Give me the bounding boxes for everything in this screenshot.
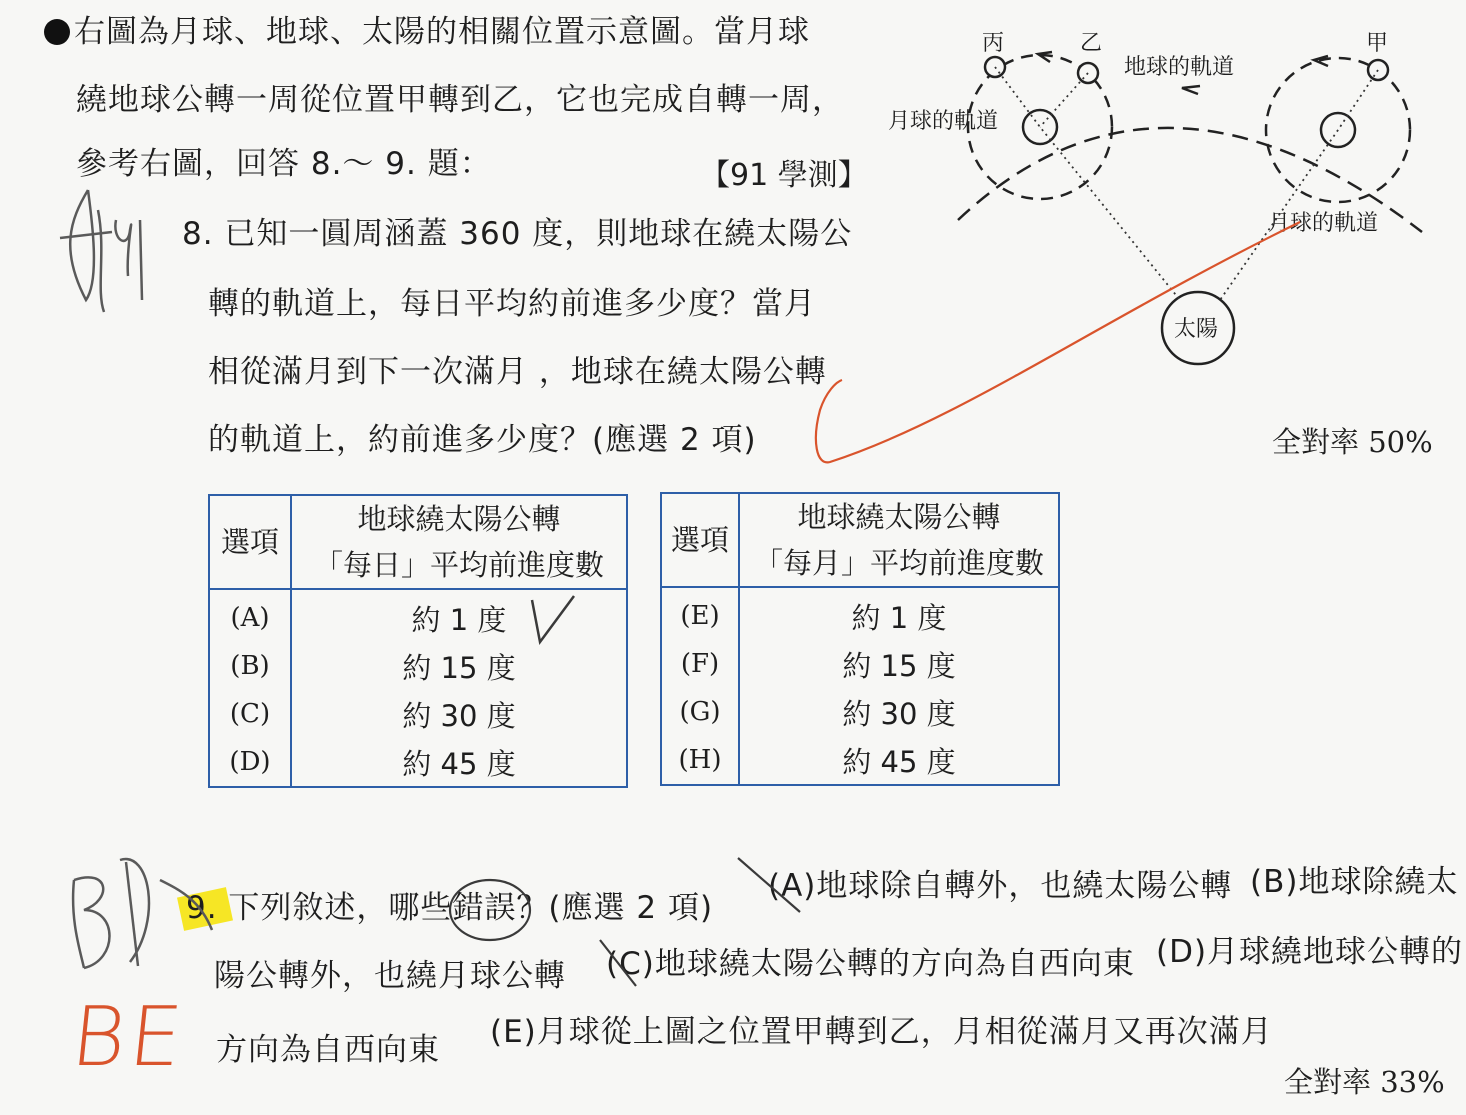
orbit-diagram xyxy=(870,20,1450,400)
table-row: (D) 約 45 度 xyxy=(209,738,627,787)
table1-header-option: 選項 xyxy=(209,495,291,589)
table2-header-option: 選項 xyxy=(661,493,739,587)
label-jia: 甲 xyxy=(1366,31,1389,56)
table-row: (E) 約 1 度 xyxy=(661,587,1059,640)
label-bing: 丙 xyxy=(982,31,1005,56)
dotted-line-left xyxy=(995,67,1180,300)
exam-source: 【91 學測】 xyxy=(700,158,868,193)
bullet-icon xyxy=(44,19,70,45)
q9-option-b-start: (B)地球除繞太 xyxy=(1250,864,1459,900)
intro-line-2: 繞地球公轉一周從位置甲轉到乙，它也完成自轉一周， xyxy=(76,82,844,118)
q8-line-1: 8. 已知一圓周涵蓋 360 度，則地球在繞太陽公 xyxy=(182,216,853,252)
q9-option-c: (C)地球繞太陽公轉的方向為自西向東 xyxy=(606,946,1135,982)
table-row: (F) 約 15 度 xyxy=(661,640,1059,688)
q9-option-e: (E)月球從上圖之位置甲轉到乙，月相從滿月又再次滿月 xyxy=(490,1014,1273,1050)
q9-stem: 9. 下列敘述，哪些錯誤？(應選 2 項) xyxy=(186,890,714,926)
earth-orbit-arrow-icon xyxy=(1182,86,1200,94)
label-yi: 乙 xyxy=(1080,31,1103,56)
label-moon-orbit-left: 月球的軌道 xyxy=(888,109,999,134)
table-row: (A) 約 1 度 xyxy=(209,589,627,642)
q8-line-2: 轉的軌道上，每日平均約前進多少度？當月 xyxy=(208,286,816,322)
pencil-scribble-q8-icon xyxy=(60,190,142,312)
label-sun: 太陽 xyxy=(1174,317,1219,342)
q9-correct-rate: 全對率 33% xyxy=(1284,1065,1445,1099)
table-monthly-degrees xyxy=(660,492,1060,786)
table-row: (H) 約 45 度 xyxy=(661,736,1059,785)
table-row: (G) 約 30 度 xyxy=(661,688,1059,736)
table2-header-value: 地球繞太陽公轉 「每月」平均前進度數 xyxy=(739,493,1059,587)
q9-option-b-end: 陽公轉外，也繞月球公轉 xyxy=(214,958,566,994)
q8-line-3: 相從滿月到下一次滿月 ，地球在繞太陽公轉 xyxy=(208,354,827,390)
red-answer-q9: BE xyxy=(67,990,191,1085)
q9-option-d-start: (D)月球繞地球公轉的 xyxy=(1156,934,1464,970)
intro-line-3: 參考右圖，回答 8.～ 9. 題： xyxy=(76,146,492,182)
q9-option-a: (A)地球除自轉外，也繞太陽公轉 xyxy=(768,868,1233,904)
q8-line-4: 的軌道上，約前進多少度？(應選 2 項) xyxy=(208,422,757,458)
table1-header-value: 地球繞太陽公轉 「每日」平均前進度數 xyxy=(291,495,627,589)
label-moon-orbit-right: 月球的軌道 xyxy=(1268,211,1379,236)
table-daily-degrees xyxy=(208,494,628,788)
moon-orbit-left-arrow-icon xyxy=(1038,52,1052,62)
q9-option-d-end: 方向為自西向東 xyxy=(216,1032,440,1068)
label-earth-orbit: 地球的軌道 xyxy=(1124,55,1235,80)
q8-correct-rate: 全對率 50% xyxy=(1272,425,1433,459)
table-row: (C) 約 30 度 xyxy=(209,690,627,738)
table-row: (B) 約 15 度 xyxy=(209,642,627,690)
intro-line-1: 右圖為月球、地球、太陽的相關位置示意圖。當月球 xyxy=(44,12,810,52)
